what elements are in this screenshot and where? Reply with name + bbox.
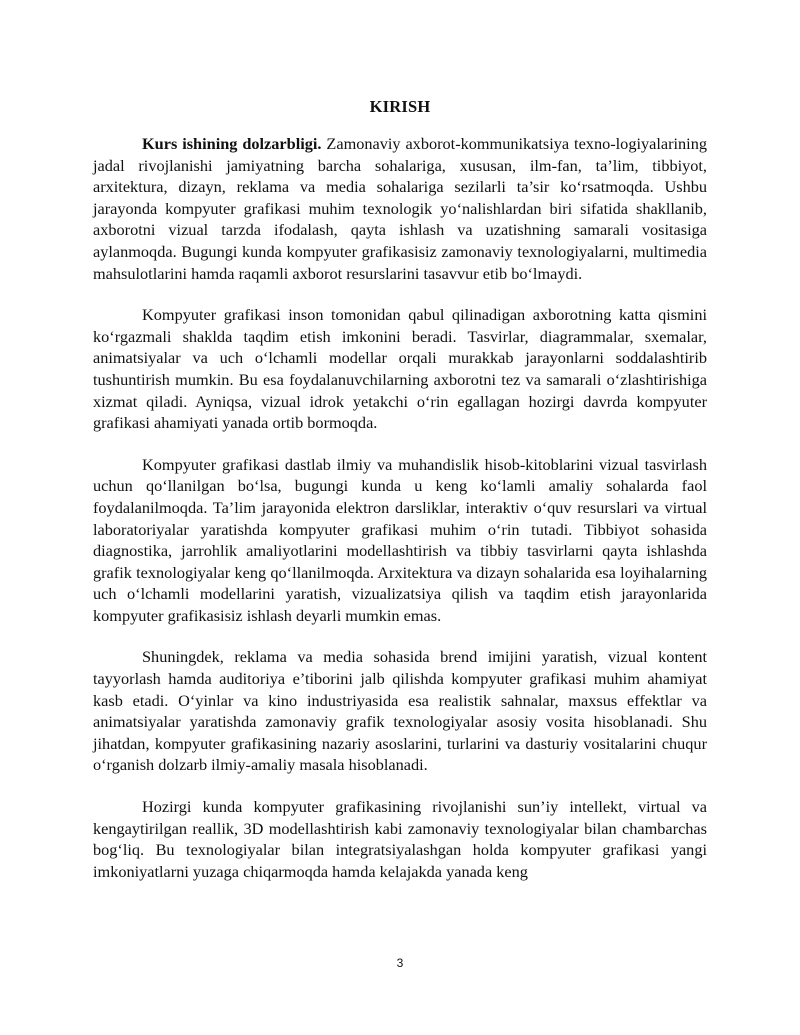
- paragraph-2: Kompyuter grafikasi inson tomonidan qabul qilinadigan axborotning katta qismini ko‘rgazmali shaklda taqdim etish imkonini beradi. Tasvirlar, diagrammalar, sxemalar, animatsiyalar va uch o‘lchamli modellar orqali murakkab jarayonlarni soddalashtirib tushuntirish mumkin. Bu esa foydalanuvchilarning axborotni tez va samarali o‘zlashtirishiga xizmat qiladi. Ayniqsa, vizual idrok yetakchi o‘rin egallagan hozirgi davrda kompyuter grafikasi ahamiyati yanada ortib bormoqda.: [93, 305, 707, 433]
- section-title: KIRISH: [369, 97, 431, 116]
- page-content: [93, 96, 707, 902]
- page-number: 3: [396, 956, 404, 970]
- paragraph-3: Kompyuter grafikasi dastlab ilmiy va muhandislik hisob-kitoblarini vizual tasvirlash uchun qo‘llanilgan bo‘lsa, bugungi kunda u keng ko‘lamli amaliy sohalarda faol foydalanilmoqda. Ta’lim jarayonida elektron darsliklar, interaktiv o‘quv resurslari va virtual laboratoriyalar yaratishda kompyuter grafikasi muhim o‘rin tutadi. Tibbiyot sohasida diagnostika, jarrohlik amaliyotlarini modellashtirish va tibbiy tasvirlarni qayta ishlashda grafik texnologiyalar keng qo‘llanilmoqda. Arxitektura va dizayn sohalarida esa loyihalarning uch o‘lchamli modellarini yaratish, vizualizatsiya qilish va taqdim etish jarayonlarida kompyuter grafikasisiz ishlash deyarli mumkin emas.: [93, 454, 707, 625]
- paragraph-5: Hozirgi kunda kompyuter grafikasining rivojlanishi sun’iy intellekt, virtual va kengaytirilgan reallik, 3D modellashtirish kabi zamonaviy texnologiyalar bilan chambarchas bog‘liq. Bu texnologiyalar bilan integratsiyalashgan holda kompyuter grafikasi yangi imkoniyatlarni yuzaga chiqarmoqda hamda kelajakda yanada keng: [93, 797, 707, 881]
- paragraph-1: [93, 133, 707, 284]
- paragraph-lead: Kurs ishining dolzarbligi.: [142, 134, 322, 153]
- paragraph-text: Zamonaviy axborot-kommunikatsiya texno-logiyalarining jadal rivojlanishi jamiyatning barcha sohalariga, xususan, ilm-fan, ta’lim, tibbiyot, arxitektura, dizayn, reklama va media sohalariga sezilarli ta’sir ko‘rsatmoqda. Ushbu jarayonda kompyuter grafikasi muhim texnologik yo‘nalishlardan biri sifatida shakllanib, axborotni vizual tarzda ifodalash, qayta ishlash va uzatishning samarali vositasiga aylanmoqda. Bugungi kunda kompyuter grafikasisiz zamonaviy texnologiyalarni, multimedia mahsulotlarini hamda raqamli axborot resurslarini tasavvur etib bo‘lmaydi.: [93, 134, 707, 283]
- paragraph-4: Shuningdek, reklama va media sohasida brend imijini yaratish, vizual kontent tayyorlash hamda auditoriya e’tiborini jalb qilishda kompyuter grafikasi muhim ahamiyat kasb etadi. O‘yinlar va kino industriyasida esa realistik sahnalar, maxsus effektlar va animatsiyalar yaratishda zamonaviy grafik texnologiyalar asosiy vosita hisoblanadi. Shu jihatdan, kompyuter grafikasining nazariy asoslarini, turlarini va dasturiy vositalarini chuqur o‘rganish dolzarb ilmiy-amaliy masala hisoblanadi.: [93, 647, 707, 775]
